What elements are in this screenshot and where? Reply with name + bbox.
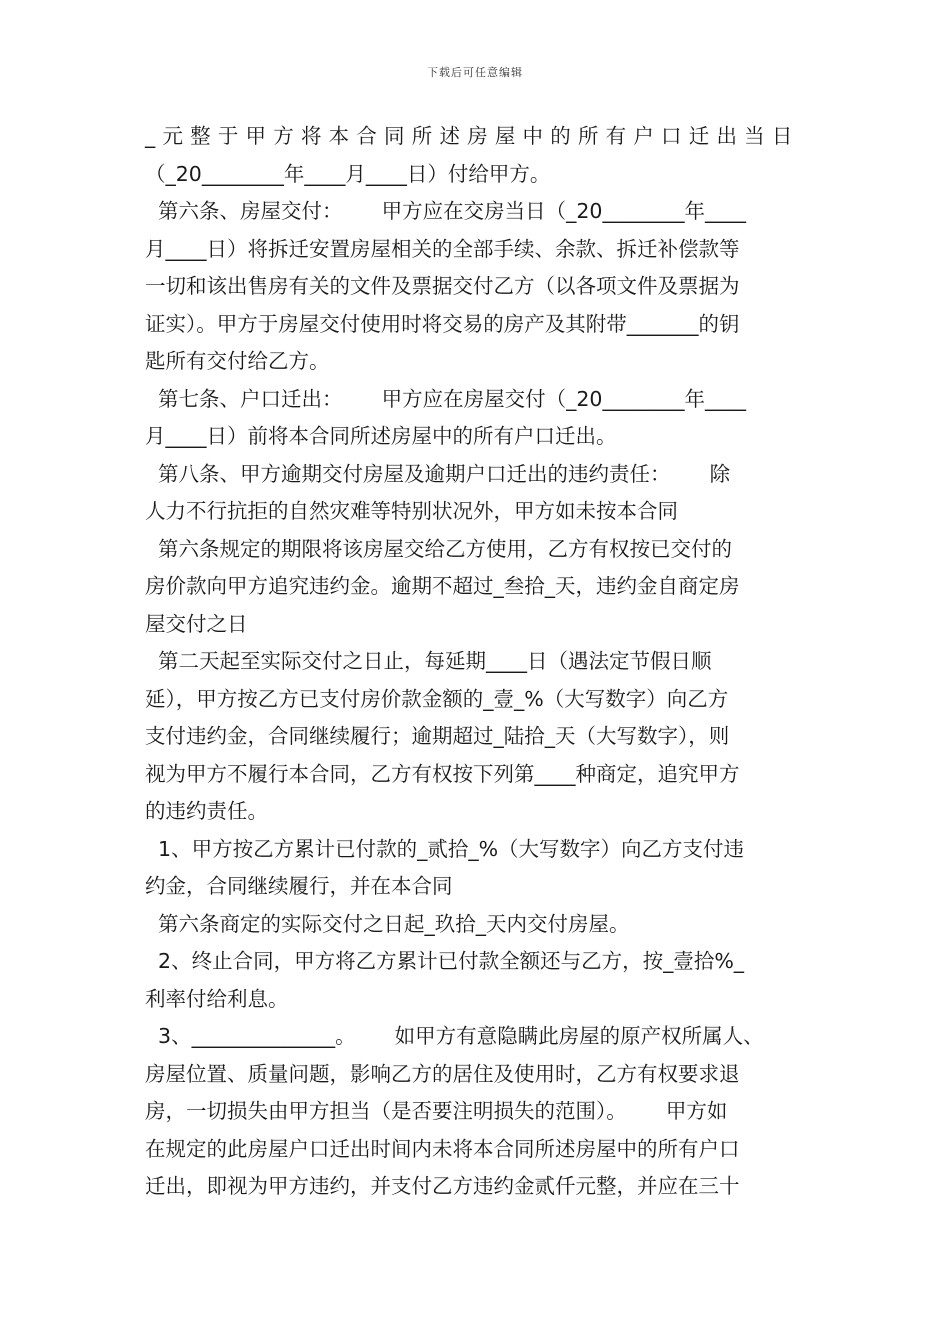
text-line: 证实）。甲方于房屋交付使用时将交易的房产及其附带_______的钥 <box>145 311 740 336</box>
text-line: 第六条规定的期限将该房屋交给乙方使用，乙方有权按已交付的 <box>145 536 733 561</box>
text-line: 利率付给利息。 <box>145 986 289 1011</box>
text-line: 支付违约金，合同继续履行；逾期超过_陆拾_天（大写数字），则 <box>145 724 730 748</box>
text-line: 第六条、房屋交付： 甲方应在交房当日（_20________年____ <box>145 199 746 223</box>
text-line: 第七条、户口迁出： 甲方应在房屋交付（_20________年____ <box>145 386 746 411</box>
text-line: 约金，合同继续履行，并在本合同 <box>145 874 453 898</box>
text-line: 匙所有交付给乙方。 <box>145 349 330 373</box>
text-line: 视为甲方不履行本合同，乙方有权按下列第____种商定，追究甲方 <box>145 761 740 786</box>
text-line: 房价款向甲方追究违约金。逾期不超过_叁拾_天，违约金自商定房 <box>145 574 740 598</box>
text-line: 人力不行抗拒的自然灾难等特别状况外，甲方如未按本合同 <box>145 499 678 523</box>
text-line: _元整于甲方将本合同所述房屋中的所有户口迁出当日 <box>145 124 800 148</box>
header-note: 下载后可任意编辑 <box>427 66 523 79</box>
text-line: 的违约责任。 <box>145 799 268 823</box>
text-line: 一切和该出售房有关的文件及票据交付乙方（以各项文件及票据为 <box>145 274 740 298</box>
text-line: 房屋位置、质量问题，影响乙方的居住及使用时，乙方有权要求退 <box>145 1061 740 1086</box>
text-line: 第六条商定的实际交付之日起_玖拾_天内交付房屋。 <box>145 911 630 936</box>
text-line: 月____日）将拆迁安置房屋相关的全部手续、余款、拆迁补偿款等 <box>145 236 740 261</box>
text-line: 房，一切损失由甲方担当（是否要注明损失的范围）。 甲方如 <box>145 1099 728 1123</box>
text-line: 延），甲方按乙方已支付房价款金额的_壹_%（大写数字）向乙方 <box>145 686 729 711</box>
text-line: 月____日）前将本合同所述房屋中的所有户口迁出。 <box>145 424 617 448</box>
text-line: 第二天起至实际交付之日止，每延期____日（遇法定节假日顺 <box>145 649 712 673</box>
document-body <box>145 118 805 1206</box>
text-line: 1、甲方按乙方累计已付款的_贰拾_%（大写数字）向乙方支付违 <box>145 836 745 861</box>
text-line: 屋交付之日 <box>145 611 248 636</box>
text-line: 2、终止合同，甲方将乙方累计已付款全额还与乙方，按_壹拾%_ <box>145 949 745 973</box>
text-line: 3、______________。 如甲方有意隐瞒此房屋的原产权所属人、 <box>145 1024 764 1048</box>
text-line: 在规定的此房屋户口迁出时间内未将本合同所述房屋中的所有户口 <box>145 1136 740 1161</box>
text-line: 第八条、甲方逾期交付房屋及逾期户口迁出的违约责任： 除 <box>145 461 731 486</box>
text-line: （_20________年____月____日）付给甲方。 <box>145 161 551 186</box>
text-line: 迁出，即视为甲方违约，并支付乙方违约金贰仟元整，并应在三十 <box>145 1174 740 1198</box>
